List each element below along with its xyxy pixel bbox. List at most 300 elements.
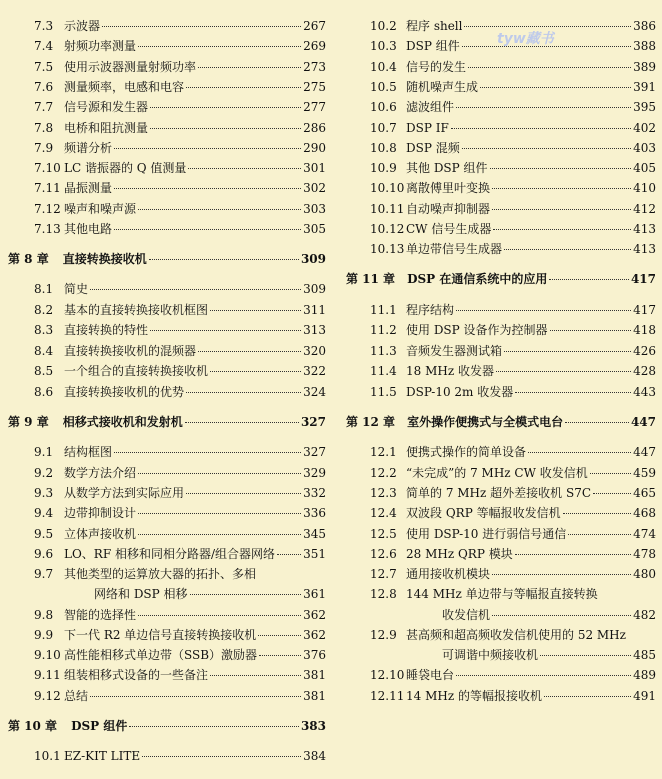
toc-entry-row [0,566,326,582]
toc-leader-dots [456,107,631,108]
toc-entry-title: 简史 [64,282,89,296]
toc-entry-row [0,201,326,217]
toc-page-number: 391 [633,80,656,94]
toc-page-number: 267 [303,19,326,33]
toc-entry-number: 9.11 [34,668,61,682]
toc-page-number: 482 [633,608,656,622]
toc-leader-dots [150,330,301,331]
toc-leader-dots [259,655,301,656]
toc-entry-row [0,444,326,460]
toc-leader-dots [150,128,301,129]
toc-entry-row [0,160,326,176]
toc-page-number: 329 [303,466,326,480]
toc-entry-title: 音频发生器测试箱 [406,344,503,358]
toc-entry-title: 单边带信号生成器 [406,242,503,256]
toc-leader-dots [114,188,301,189]
toc-leader-dots [504,351,631,352]
toc-entry-number: 12.11 [370,689,405,703]
toc-entry-row [0,302,326,318]
toc-entry-title: 从数学方法到实际应用 [64,486,185,500]
toc-leader-dots [493,229,631,230]
toc-entry-title: 程序 shell [406,19,463,33]
toc-page-number: 418 [633,323,656,337]
toc-entry-number: 7.4 [34,39,54,53]
toc-entry-row [340,647,656,663]
toc-entry-number: 10.3 [370,39,397,53]
toc-entry-number: 9.7 [34,567,54,581]
toc-page-number: 468 [633,506,656,520]
toc-entry-row [0,38,326,54]
toc-entry-number: 10.1 [34,749,61,763]
toc-entry-title: 便携式操作的简单设备 [406,445,527,459]
toc-entry-row [0,526,326,542]
toc-entry-number: 10.6 [370,100,397,114]
toc-entry-row [340,526,656,542]
toc-entry-number: 9.3 [34,486,54,500]
toc-entry-number: 9.6 [34,547,54,561]
toc-entry-title: EZ-KIT LITE [64,749,141,763]
toc-entry-row [0,343,326,359]
toc-page-number: 381 [303,689,326,703]
toc-entry-row [340,363,656,379]
toc-entry-row [340,180,656,196]
toc-entry-title: 自动噪声抑制器 [406,202,491,216]
toc-leader-dots [186,87,301,88]
toc-entry-number: 9.1 [34,445,54,459]
toc-entry-number: 8.4 [34,344,54,358]
toc-page-number: 447 [630,415,656,429]
toc-entry-number: 10.10 [370,181,405,195]
toc-entry-row [0,485,326,501]
toc-leader-dots [480,87,631,88]
toc-page-number: 301 [303,161,326,175]
toc-page-number: 303 [303,202,326,216]
toc-entry-row [340,485,656,501]
toc-entry-title: DSP 在通信系统中的应用 [407,272,548,286]
toc-entry-title: 结构框图 [64,445,113,459]
toc-entry-number: 9.10 [34,648,61,662]
toc-entry-number: 12.3 [370,486,397,500]
toc-entry-row [340,120,656,136]
toc-entry-row [0,363,326,379]
toc-entry-row [0,627,326,643]
toc-entry-title: 电桥和阻抗测量 [64,121,149,135]
toc-entry-row [0,18,326,34]
toc-leader-dots [138,473,301,474]
toc-entry-number: 7.8 [34,121,54,135]
toc-page-number: 309 [300,252,326,266]
toc-leader-dots [138,534,301,535]
toc-chapter-row [340,414,656,430]
toc-entry-number: 10.11 [370,202,405,216]
toc-entry-title: 双波段 QRP 等幅报收发信机 [406,506,561,520]
toc-leader-dots [468,67,631,68]
toc-page-number: 413 [633,222,656,236]
toc-entry-row [340,221,656,237]
toc-chapter-row [0,718,326,734]
toc-entry-title: 直接转换接收机的优势 [64,385,185,399]
toc-entry-row [340,627,656,643]
toc-entry-title: 直接转换接收机 [62,252,147,266]
toc-entry-number: 11.2 [370,323,397,337]
toc-entry-row [340,160,656,176]
toc-page-number: 361 [303,587,326,601]
toc-leader-dots [142,756,301,757]
toc-page-number: 320 [303,344,326,358]
toc-page-number: 302 [303,181,326,195]
toc-page-number: 269 [303,39,326,53]
toc-entry-number: 12.1 [370,445,397,459]
toc-entry-title: 其他电路 [64,222,113,236]
toc-leader-dots [138,209,301,210]
toc-entry-number: 11.3 [370,344,397,358]
toc-page-number: 417 [630,272,656,286]
toc-entry-number: 12.10 [370,668,405,682]
toc-entry-number: 7.11 [34,181,61,195]
toc-leader-dots [138,615,301,616]
toc-page-number: 332 [303,486,326,500]
toc-page-number: 311 [303,303,326,317]
toc-entry-title: 一个组合的直接转换接收机 [64,364,209,378]
toc-leader-dots [492,188,631,189]
toc-entry-row [0,140,326,156]
toc-leader-dots [492,574,631,575]
toc-page-number: 459 [633,466,656,480]
toc-leader-dots [492,209,631,210]
toc-leader-dots [258,635,301,636]
toc-entry-number: 11.1 [370,303,397,317]
toc-entry-title: 立体声接收机 [64,527,137,541]
toc-page-number: 324 [303,385,326,399]
toc-entry-row [0,607,326,623]
toc-entry-number: 10.7 [370,121,397,135]
toc-entry-number: 10.8 [370,141,397,155]
toc-entry-title: 信号的发生 [406,60,467,74]
toc-leader-dots [490,168,632,169]
toc-entry-row [0,221,326,237]
toc-leader-dots [186,493,301,494]
toc-entry-row [340,343,656,359]
toc-entry-number: 7.9 [34,141,54,155]
toc-entry-title: DSP 组件 [406,39,460,53]
toc-leader-dots [114,452,301,453]
toc-leader-dots [565,422,629,423]
toc-page-number: 474 [633,527,656,541]
toc-page-number: 388 [633,39,656,53]
toc-entry-number: 10.13 [370,242,405,256]
toc-entry-title: 网络和 DSP 相移 [94,587,188,601]
toc-entry-title: 测量频率，电感和电容 [64,80,185,94]
toc-leader-dots [198,351,301,352]
toc-leader-dots [550,330,632,331]
toc-page-number: 309 [303,282,326,296]
toc-entry-row [340,607,656,623]
toc-page-number: 417 [633,303,656,317]
toc-entry-title: 相移式接收机和发射机 [62,415,183,429]
toc-page-number: 413 [633,242,656,256]
toc-entry-title: DSP 混频 [406,141,460,155]
toc-leader-dots [496,371,631,372]
watermark: tyw藏书 [497,31,554,47]
toc-entry-number: 8.2 [34,303,54,317]
toc-entry-number: 9.9 [34,628,54,642]
toc-entry-number: 第 8 章 [8,252,49,266]
toc-entry-row [0,322,326,338]
toc-entry-row [0,384,326,400]
toc-entry-number: 12.7 [370,567,397,581]
toc-entry-title: 高性能相移式单边带（SSB）激励器 [64,648,258,662]
toc-page-number: 491 [633,689,656,703]
toc-entry-title: 其他 DSP 组件 [406,161,488,175]
toc-leader-dots [563,513,632,514]
toc-entry-number: 7.5 [34,60,54,74]
toc-leader-dots [277,554,301,555]
toc-leader-dots [102,26,301,27]
toc-entry-title: 噪声和噪声源 [64,202,137,216]
toc-page-number: 327 [303,445,326,459]
toc-leader-dots [515,392,631,393]
toc-page-number: 402 [633,121,656,135]
toc-entry-row [0,748,326,764]
toc-entry-title: 晶振测量 [64,181,113,195]
toc-entry-number: 12.2 [370,466,397,480]
toc-entry-title: 144 MHz 单边带与等幅报直接转换 [406,587,598,601]
toc-entry-title: DSP IF [406,121,449,135]
toc-entry-number: 12.8 [370,587,397,601]
toc-leader-dots [544,696,631,697]
toc-entry-title: LC 谐振器的 Q 值测量 [64,161,187,175]
toc-entry-title: 射频功率测量 [64,39,137,53]
toc-page-number: 405 [633,161,656,175]
toc-entry-number: 第 12 章 [346,415,396,429]
toc-entry-title: 使用示波器测量射频功率 [64,60,197,74]
toc-entry-number: 10.12 [370,222,405,236]
toc-entry-title: 28 MHz QRP 模块 [406,547,513,561]
toc-entry-row [340,302,656,318]
toc-entry-row [340,566,656,582]
toc-entry-number: 7.6 [34,80,54,94]
toc-entry-title: 18 MHz 收发器 [406,364,494,378]
toc-page-number: 443 [633,385,656,399]
toc-entry-row [340,201,656,217]
toc-entry-number: 7.10 [34,161,61,175]
toc-entry-number: 11.5 [370,385,397,399]
toc-entry-row [340,241,656,257]
toc-entry-number: 7.7 [34,100,54,114]
toc-entry-title: LO、RF 相移和同相分路器/组合器网络 [64,547,276,561]
toc-entry-title: 简单的 7 MHz 超外差接收机 S7C [406,486,592,500]
toc-entry-title: 下一代 R2 单边信号直接转换接收机 [64,628,257,642]
toc-page-number: 277 [303,100,326,114]
toc-entry-title: 总结 [64,689,89,703]
toc-entry-row [0,120,326,136]
toc-entry-title: CW 信号生成器 [406,222,492,236]
toc-entry-number: 第 10 章 [8,719,58,733]
toc-entry-number: 8.1 [34,282,54,296]
toc-entry-title: 数学方法介绍 [64,466,137,480]
toc-entry-number: 8.5 [34,364,54,378]
toc-entry-title: 睡袋电台 [406,668,455,682]
toc-entry-number: 9.2 [34,466,54,480]
toc-page-number: 376 [303,648,326,662]
toc-entry-number: 9.8 [34,608,54,622]
toc-leader-dots [464,26,631,27]
toc-leader-dots [210,675,301,676]
toc-page-number: 313 [303,323,326,337]
toc-leader-dots [549,279,629,280]
toc-page-number: 381 [303,668,326,682]
toc-entry-title: 基本的直接转换接收机框图 [64,303,209,317]
toc-leader-dots [188,168,301,169]
toc-entry-row [340,99,656,115]
toc-page-number: 426 [633,344,656,358]
toc-leader-dots [198,67,301,68]
toc-entry-row [0,180,326,196]
toc-chapter-row [0,414,326,430]
toc-entry-number: 9.4 [34,506,54,520]
toc-entry-number: 10.2 [370,19,397,33]
toc-entry-number: 8.6 [34,385,54,399]
toc-entry-title: 频谱分析 [64,141,113,155]
toc-leader-dots [456,675,631,676]
toc-entry-title: 直接转换的特性 [64,323,149,337]
toc-entry-row [0,99,326,115]
toc-page-number: 362 [303,608,326,622]
toc-entry-title: 直接转换接收机的混频器 [64,344,197,358]
toc-entry-title: 通用接收机模块 [406,567,491,581]
toc-entry-title: 示波器 [64,19,101,33]
toc-page-number: 345 [303,527,326,541]
toc-entry-row [340,546,656,562]
toc-page-number: 322 [303,364,326,378]
toc-entry-title: 离散傅里叶变换 [406,181,491,195]
toc-entry-row [0,647,326,663]
toc-leader-dots [462,148,631,149]
toc-entry-title: 组装相移式设备的一些备注 [64,668,209,682]
toc-page-number: 286 [303,121,326,135]
toc-entry-title: 14 MHz 的等幅报接收机 [406,689,542,703]
toc-entry-number: 12.6 [370,547,397,561]
toc-entry-title: DSP-10 2m 收发器 [406,385,514,399]
toc-leader-dots [492,615,631,616]
toc-entry-title: 其他类型的运算放大器的拓扑、多相 [64,567,257,581]
toc-leader-dots [114,229,301,230]
toc-entry-title: 可调谐中频接收机 [442,648,539,662]
toc-leader-dots [114,148,301,149]
toc-leader-dots [138,513,301,514]
toc-entry-number: 7.3 [34,19,54,33]
toc-entry-row [0,546,326,562]
toc-page-number: 478 [633,547,656,561]
toc-entry-row [340,505,656,521]
toc-page-number: 403 [633,141,656,155]
toc-entry-title: 使用 DSP 设备作为控制器 [406,323,548,337]
toc-entry-row [340,59,656,75]
toc-entry-number: 第 9 章 [8,415,49,429]
toc-entry-row [0,281,326,297]
toc-entry-title: 甚高频和超高频收发信机使用的 52 MHz [406,628,626,642]
toc-entry-number: 12.5 [370,527,397,541]
toc-entry-row [0,667,326,683]
toc-leader-dots [90,696,301,697]
toc-entry-number: 8.3 [34,323,54,337]
toc-entry-number: 7.12 [34,202,61,216]
toc-leader-dots [590,473,631,474]
toc-leader-dots [456,310,631,311]
toc-entry-title: DSP 组件 [71,719,128,733]
toc-page-number: 485 [633,648,656,662]
toc-entry-row [0,59,326,75]
toc-entry-title: 滤波组件 [406,100,455,114]
toc-leader-dots [451,128,631,129]
toc-leader-dots [185,422,299,423]
toc-leader-dots [210,310,301,311]
toc-entry-row [340,79,656,95]
toc-entry-row [0,586,326,602]
toc-entry-row [340,322,656,338]
toc-leader-dots [138,46,301,47]
toc-entry-row [340,444,656,460]
toc-entry-row [0,688,326,704]
toc-entry-number: 10.5 [370,80,397,94]
toc-entry-number: 9.5 [34,527,54,541]
toc-page-number: 336 [303,506,326,520]
toc-page-number: 465 [633,486,656,500]
toc-page-number: 386 [633,19,656,33]
toc-entry-number: 11.4 [370,364,397,378]
toc-page-number: 395 [633,100,656,114]
toc-leader-dots [515,554,631,555]
toc-page-number: 412 [633,202,656,216]
toc-leader-dots [129,726,299,727]
toc-entry-row [0,465,326,481]
toc-page-number: 290 [303,141,326,155]
toc-leader-dots [210,371,301,372]
toc-entry-row [0,79,326,95]
toc-leader-dots [540,655,631,656]
toc-entry-title: 信号源和发生器 [64,100,149,114]
toc-entry-title: 随机噪声生成 [406,80,479,94]
toc-page-number: 273 [303,60,326,74]
toc-leader-dots [504,249,631,250]
toc-page-number: 327 [300,415,326,429]
toc-page-number: 489 [633,668,656,682]
toc-page-number: 428 [633,364,656,378]
toc-page-number: 351 [303,547,326,561]
toc-entry-row [340,465,656,481]
toc-leader-dots [90,289,301,290]
toc-leader-dots [150,107,301,108]
toc-entry-row [0,505,326,521]
toc-leader-dots [568,534,631,535]
toc-page-number: 383 [300,719,326,733]
toc-leader-dots [528,452,631,453]
toc-entry-title: 程序结构 [406,303,455,317]
toc-chapter-row [340,271,656,287]
toc-entry-number: 12.9 [370,628,397,642]
toc-entry-number: 12.4 [370,506,397,520]
toc-entry-row [340,586,656,602]
toc-page-number: 480 [633,567,656,581]
toc-entry-row [340,688,656,704]
toc-entry-number: 10.4 [370,60,397,74]
toc-leader-dots [190,594,302,595]
toc-entry-number: 第 11 章 [346,272,396,286]
toc-page-number: 362 [303,628,326,642]
toc-entry-number: 9.12 [34,689,61,703]
toc-page-number: 410 [633,181,656,195]
toc-leader-dots [186,392,301,393]
